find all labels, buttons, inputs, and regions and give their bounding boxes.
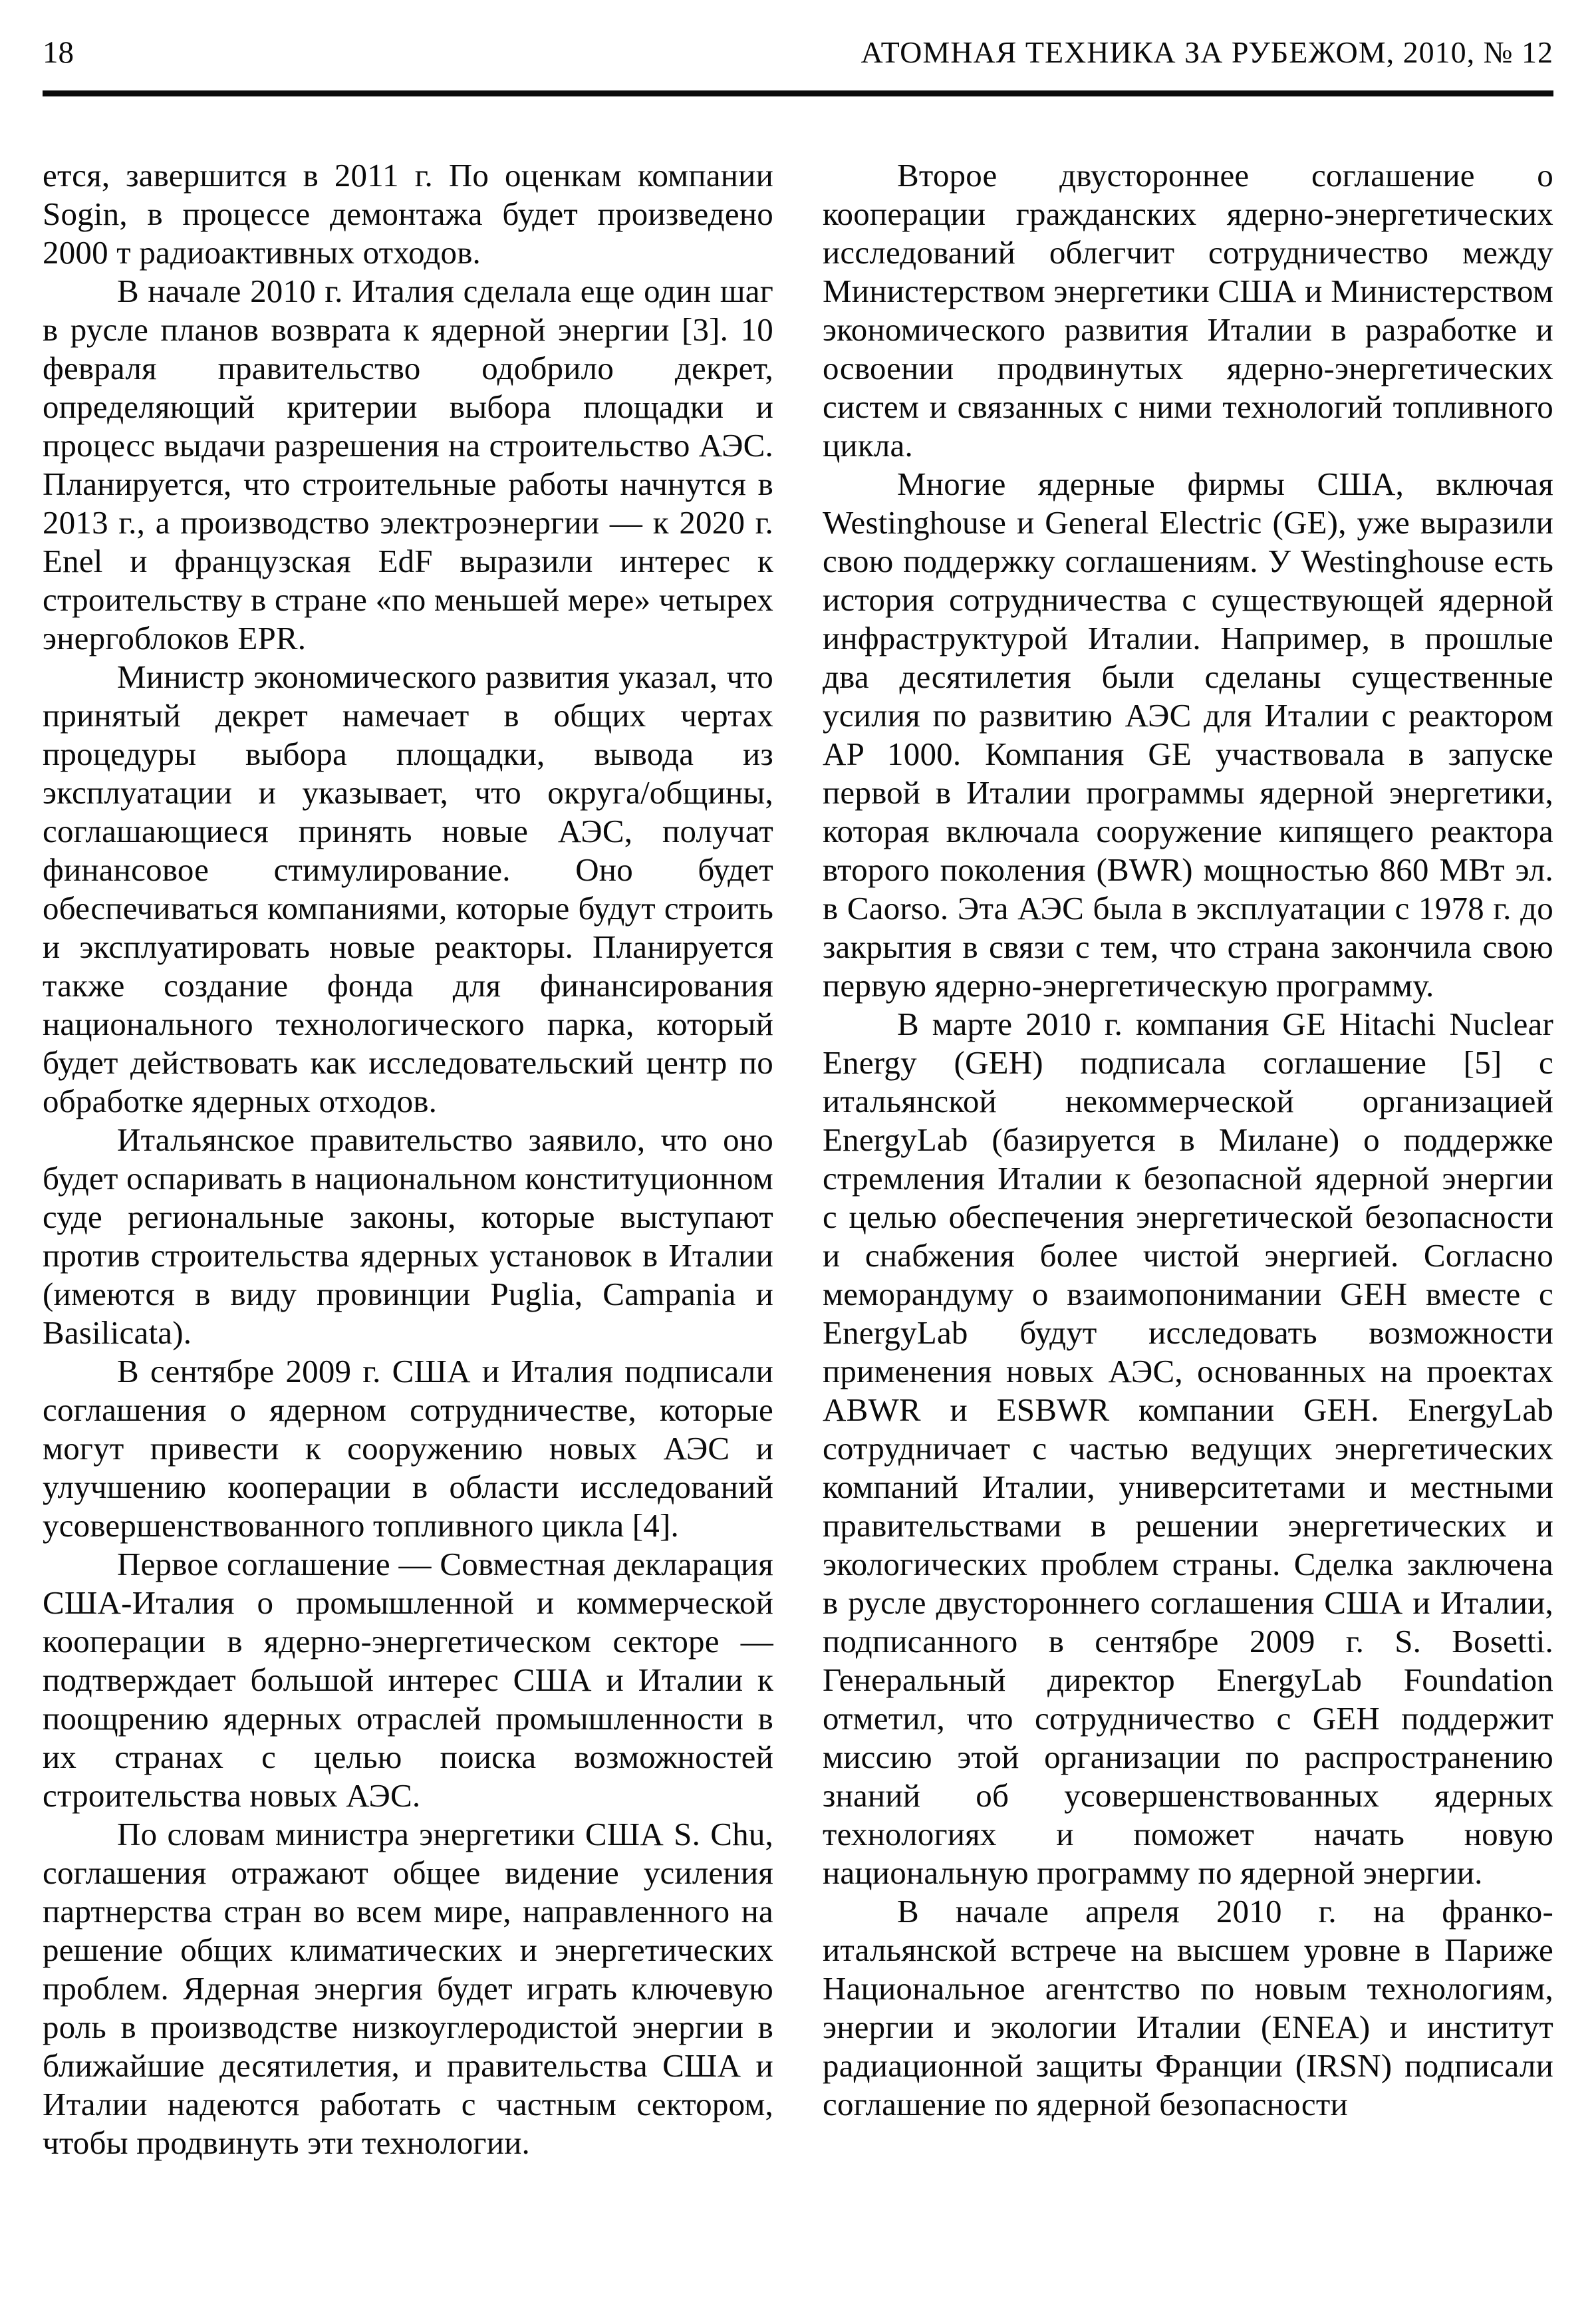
paragraph: В начале апреля 2010 г. на франко-итальянской встрече на высшем уровне в Париже Национальное агентство по новым технологиям, энергии и экологии Италии (ENEA) и институт радиационной защиты Франции (IRSN) подписали соглашение по ядерной безопасности <box>823 1892 1553 2122</box>
page-number: 18 <box>43 35 74 70</box>
paragraph: По словам министра энергетики США S. Chu, соглашения отражают общее видение усиления партнерства стран во всем мире, направленного на решение общих климатических и энергетических проблем. Ядерная энергия будет играть ключевую роль в производстве низкоуглеродистой энергии в ближайшие десятилетия, и правительства США и Италии надеются работать с частным сектором, чтобы продвинуть эти технологии. <box>43 1815 773 2161</box>
paragraph: Многие ядерные фирмы США, включая Westinghouse и General Electric (GE), уже выразили свою поддержку соглашениям. У Westinghouse есть история сотрудничества с существующей ядерной инфраструктурой Италии. Например, в прошлые два десятилетия были сделаны существенные усилия по развитию АЭС для Италии с реактором AP 1000. Компания GE участвовала в запуске первой в Италии программы ядерной энергетики, которая включала сооружение кипящего реактора второго поколения (BWR) мощностью 860 МВт эл. в Caorso. Эта АЭС была в эксплуатации с 1978 г. до закрытия в связи с тем, что страна закончила свою первую ядерно-энергетическую программу. <box>823 465 1553 1004</box>
left-column <box>43 156 773 2162</box>
text-columns <box>43 156 1553 2162</box>
paragraph: Второе двустороннее соглашение о кооперации гражданских ядерно-энергетических исследований облегчит сотрудничество между Министерством энергетики США и Министерством экономического развития Италии в разработке и освоении продвинутых ядерно-энергетических систем и связанных с ними технологий топливного цикла. <box>823 156 1553 464</box>
paragraph: В начале 2010 г. Италия сделала еще один шаг в русле планов возврата к ядерной энергии [3]. 10 февраля правительство одобрило декрет, определяющий критерии выбора площадки и процесс выдачи разрешения на строительство АЭС. Планируется, что строительные работы начнутся в 2013 г., а производство электроэнергии — к 2020 г. Enel и французская EdF выразили интерес к строительству в стране «по меньшей мере» четырех энергоблоков EPR. <box>43 272 773 656</box>
paragraph: Министр экономического развития указал, что принятый декрет намечает в общих чертах процедуры выбора площадки, вывода из эксплуатации и указывает, что округа/общины, соглашающиеся принять новые АЭС, получат финансовое стимулирование. Оно будет обеспечиваться компаниями, которые будут строить и эксплуатировать новые реакторы. Планируется также создание фонда для финансирования национального технологического парка, который будет действовать как исследовательский центр по обработке ядерных отходов. <box>43 658 773 1119</box>
paragraph: Итальянское правительство заявило, что оно будет оспаривать в национальном конституционном суде региональные законы, которые выступают против строительства ядерных установок в Италии (имеются в виду провинции Puglia, Campania и Basilicata). <box>43 1121 773 1351</box>
journal-title: АТОМНАЯ ТЕХНИКА ЗА РУБЕЖОМ, 2010, № 12 <box>861 35 1553 69</box>
running-header <box>43 0 1553 71</box>
paragraph: В сентябре 2009 г. США и Италия подписали соглашения о ядерном сотрудничестве, которые могут привести к сооружению новых АЭС и улучшению кооперации в области исследований усовершенствованного топливного цикла [4]. <box>43 1352 773 1544</box>
document-page <box>43 0 1553 2304</box>
right-column <box>823 156 1553 2162</box>
paragraph: ется, завершится в 2011 г. По оценкам компании Sogin, в процессе демонтажа будет произведено 2000 т радиоактивных отходов. <box>43 156 773 271</box>
header-rule <box>43 90 1553 96</box>
paragraph: Первое соглашение — Совместная декларация США-Италия о промышленной и коммерческой кооперации в ядерно-энергетическом секторе — подтверждает большой интерес США и Италии к поощрению ядерных отраслей промышленности в их странах с целью поиска возможностей строительства новых АЭС. <box>43 1545 773 1814</box>
paragraph: В марте 2010 г. компания GE Hitachi Nuclear Energy (GEH) подписала соглашение [5] с итальянской некоммерческой организацией EnergyLab (базируется в Милане) о поддержке стремления Италии к безопасной ядерной энергии с целью обеспечения энергетической безопасности и снабжения более чистой энергией. Согласно меморандуму о взаимопонимании GEH вместе с EnergyLab будут исследовать возможности применения новых АЭС, основанных на проектах ABWR и ESBWR компании GEH. EnergyLab сотрудничает с частью ведущих энергетических компаний Италии, университетами и местными правительствами в решении энергетических и экологических проблем страны. Сделка заключена в русле двустороннего соглашения США и Италии, подписанного в сентябре 2009 г. S. Bosetti. Генеральный директор EnergyLab Foundation отметил, что сотрудничество с GEH поддержит миссию этой организации по распространению знаний об усовершенствованных ядерных технологиях и поможет начать новую национальную программу по ядерной энергии. <box>823 1005 1553 1891</box>
